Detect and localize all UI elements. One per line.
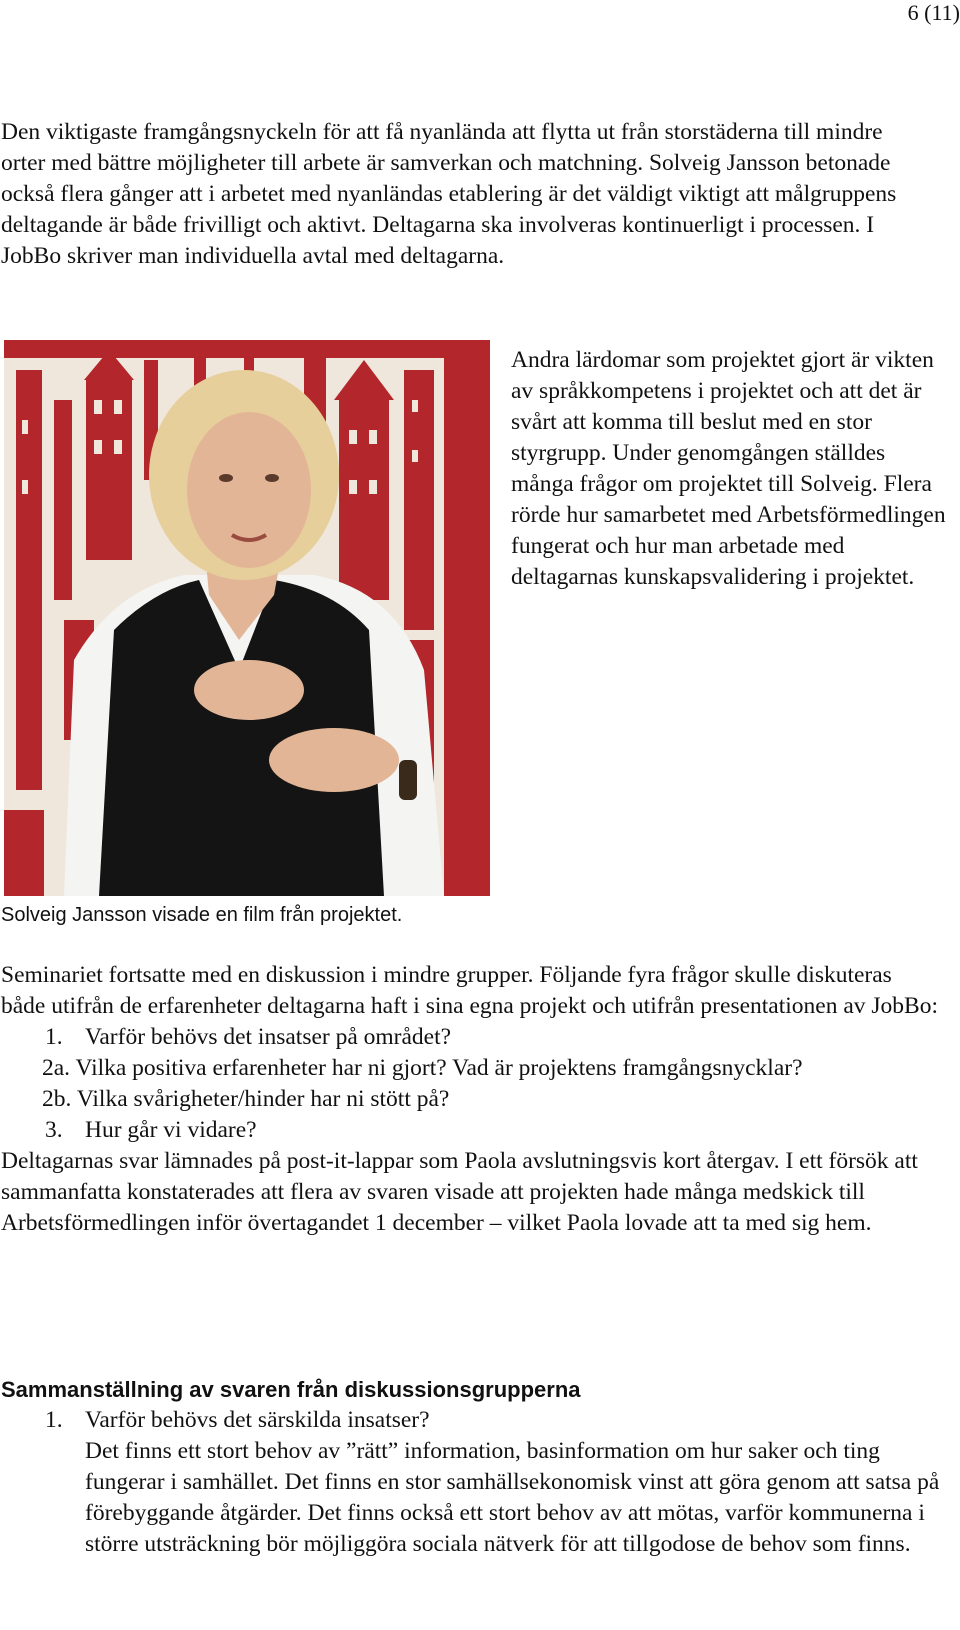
question-number: 1. [45, 1024, 63, 1050]
summary-question [1, 1405, 941, 1436]
summary-heading: Sammanställning av svaren från diskussionsgrupperna [1, 1377, 581, 1402]
face [187, 412, 311, 568]
page-number: 6 (11) [907, 0, 960, 25]
speaker-photo [4, 340, 490, 896]
left-hand [194, 660, 304, 720]
summary-question-text: Varför behövs det särskilda insatser? [85, 1407, 430, 1433]
question-item [1, 1084, 941, 1115]
summary-question-number: 1. [45, 1407, 63, 1433]
intro-paragraph: Den viktigaste framgångsnyckeln för att få nyanlända att flytta ut från storstäderna till mindre orter med bättre möjligheter till arbete är samverkan och matchning. Solveig Jansson betonade också flera gånger att i arbetet med nyanländas etablering är det väldigt viktigt att målgruppens deltagande är både frivilligt och aktivt. Deltagarna ska involveras kontinuerligt i processen. I JobBo skriver man individuella avtal med deltagarna. [1, 119, 897, 269]
question-text: 2a. Vilka positiva erfarenheter har ni gjort? Vad är projektens framgångsnycklar? [42, 1055, 803, 1081]
seminar-section [1, 960, 941, 1239]
speaker-photo-illustration [4, 340, 490, 896]
question-item [1, 1053, 941, 1084]
summary-answer: Det finns ett stort behov av ”rätt” information, basinformation om hur saker och ting fungerar i samhället. Det finns en stor samhällsekonomisk vinst att göra genom att satsa på förebyggande åtgärder. Det finns också ett stort behov av att mötas, varför kommunerna i större utsträckning bör möjliggöra sociala nätverk för att tillgodose de behov som finns. [85, 1438, 940, 1557]
seminar-intro: Seminariet fortsatte med en diskussion i mindre grupper. Följande fyra frågor skulle diskuteras både utifrån de erfarenheter deltagarna haft i sina egna projekt och utifrån presentationen av JobBo: [1, 962, 938, 1019]
summary-section [1, 1405, 941, 1560]
question-text: Varför behövs det insatser på området? [85, 1024, 452, 1050]
question-text: 2b. Vilka svårigheter/hinder har ni stött på? [42, 1086, 450, 1112]
question-number: 3. [45, 1117, 63, 1143]
question-text: Hur går vi vidare? [85, 1117, 257, 1143]
side-paragraph: Andra lärdomar som projektet gjort är vikten av språkkompetens i projektet och att det är svårt att komma till beslut med en stor styrgrupp. Under genomgången ställdes många frågor om projektet till Solveig. Flera rörde hur samarbetet med Arbetsförmedlingen fungerat och hur man arbetade med deltagarnas kunskapsvalidering i projektet. [511, 347, 946, 590]
seminar-outro: Deltagarnas svar lämnades på post-it-lappar som Paola avslutningsvis kort återgav. I ett försök att sammanfatta konstaterades att flera av svaren visade att projekten hade många medskick till Arbetsförmedlingen inför övertagandet 1 december – vilket Paola lovade att ta med sig hem. [1, 1148, 918, 1236]
question-item [1, 1022, 941, 1053]
right-hand [269, 728, 399, 792]
photo-caption: Solveig Jansson visade en film från projektet. [1, 904, 403, 926]
question-item [1, 1115, 941, 1146]
question-list [1, 1022, 941, 1146]
